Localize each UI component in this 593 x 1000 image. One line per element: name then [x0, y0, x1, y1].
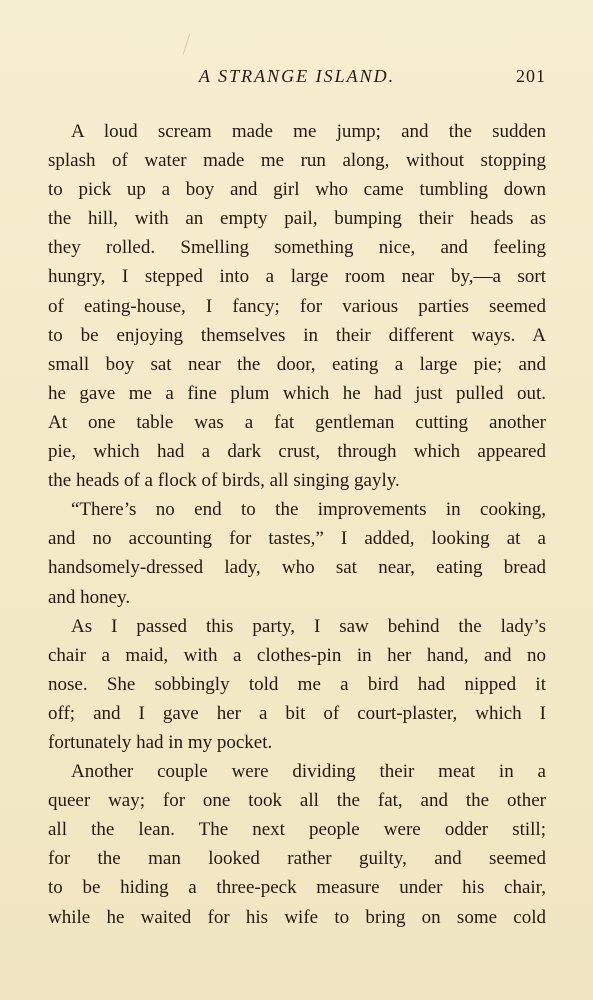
text-line: “There’s no end to the improvements in cooking, [71, 499, 546, 521]
text-line: to pick up a boy and girl who came tumbling down [48, 179, 546, 201]
text-line: he gave me a fine plum which he had just pulled out. [48, 382, 546, 404]
text-line: queer way; for one took all the fat, and the other [48, 790, 546, 812]
text-line: to be hiding a three-peck measure under his chair, [48, 877, 546, 899]
pencil-mark [183, 33, 191, 54]
text-line: At one table was a fat gentleman cutting another [48, 411, 546, 433]
text-line: the heads of a flock of birds, all singing gayly. [48, 470, 400, 492]
text-line: they rolled. Smelling something nice, and feeling [48, 237, 546, 259]
text-line: pie, which had a dark crust, through which appeared [48, 441, 546, 463]
text-line: of eating-house, I fancy; for various parties seemed [48, 295, 546, 317]
text-line: all the lean. The next people were odder still; [48, 819, 546, 841]
text-line: and honey. [48, 586, 131, 608]
text-line: nose. She sobbingly told me a bird had nipped it [48, 673, 546, 695]
text-line: and no accounting for tastes,” I added, looking at a [48, 528, 546, 550]
text-line: for the man looked rather guilty, and seemed [48, 848, 546, 870]
text-line: splash of water made me run along, without stopping [48, 150, 546, 172]
text-line: fortunately had in my pocket. [48, 731, 273, 753]
running-title: A STRANGE ISLAND. [198, 66, 396, 86]
text-line: A loud scream made me jump; and the sudden [71, 121, 546, 142]
text-line: Another couple were dividing their meat in a [71, 761, 546, 783]
page-number: 201 [516, 66, 546, 86]
text-line: small boy sat near the door, eating a large pie; and [48, 353, 546, 375]
text-line: handsomely-dressed lady, who sat near, eating bread [48, 557, 546, 579]
text-line: off; and I gave her a bit of court-plaster, which I [48, 702, 546, 724]
text-line: to be enjoying themselves in their different ways. A [48, 324, 546, 346]
text-line: chair a maid, with a clothes-pin in her hand, and no [48, 644, 546, 666]
text-line: the hill, with an empty pail, bumping their heads as [48, 208, 546, 230]
text-line: hungry, I stepped into a large room near by,—a sort [48, 266, 546, 288]
page-header [48, 64, 546, 92]
body-text [48, 117, 546, 932]
text-line: while he waited for his wife to bring on some cold [48, 906, 546, 928]
text-line: As I passed this party, I saw behind the lady’s [71, 615, 546, 637]
